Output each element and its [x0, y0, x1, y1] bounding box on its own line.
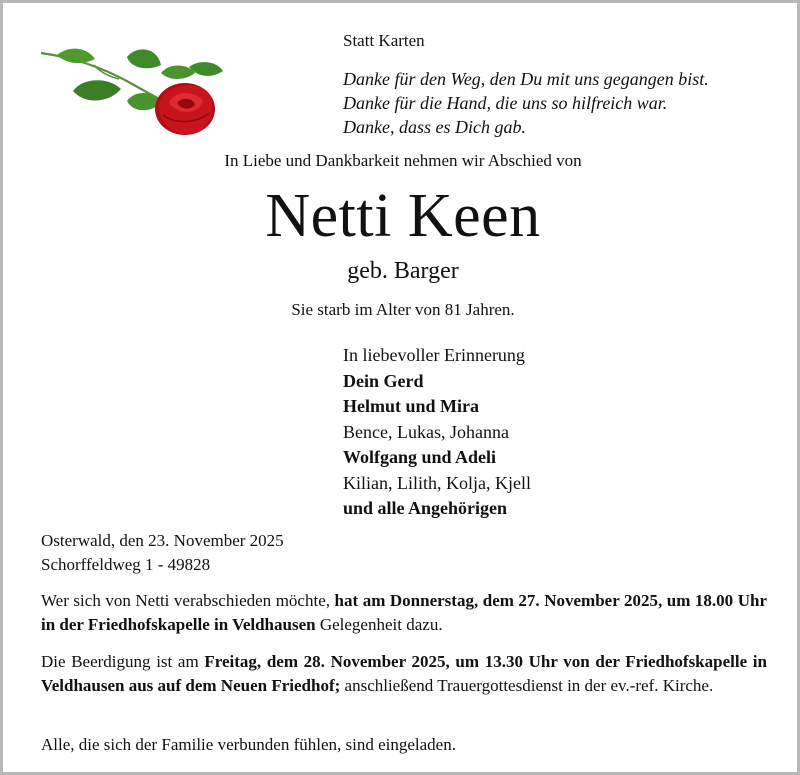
family-line: Dein Gerd: [343, 370, 424, 391]
red-rose-icon: [39, 43, 229, 143]
family-line: und alle Angehörigen: [343, 498, 508, 518]
funeral-text: anschließend Trauergottesdienst in der ev.-ref. Kirche.: [340, 676, 714, 695]
family-line: Bence, Lukas, Johanna: [343, 421, 509, 442]
family-line: Wolfgang und Adeli: [343, 447, 497, 467]
funeral-paragraph: [41, 650, 767, 698]
deceased-name: Netti Keen: [265, 182, 541, 250]
birth-name: geb. Barger: [347, 258, 459, 284]
family-line: Helmut und Mira: [343, 396, 480, 416]
farewell-text: Gelegenheit dazu.: [315, 615, 443, 634]
family-list: [343, 343, 531, 522]
farewell-paragraph: [41, 589, 767, 637]
farewell-bold: hat am Donnerstag, dem 27. November 2025, um 18.00 Uhr in der Friedhofskapelle in Veldhausen: [41, 591, 768, 634]
closing-line: Alle, die sich der Familie verbunden fühlen, sind eingeladen.: [41, 735, 456, 754]
place-date: Osterwald, den 23. November 2025: [41, 531, 284, 550]
poem-line: Danke, dass es Dich gab.: [343, 117, 526, 137]
address: Schorffeldweg 1 - 49828: [41, 555, 211, 574]
place-block: [41, 529, 284, 577]
farewell-text: Wer sich von Netti verabschieden möchte,: [41, 591, 335, 610]
poem-line: Danke für die Hand, die uns so hilfreich war.: [343, 93, 668, 113]
poem-line: Danke für den Weg, den Du mit uns gegangen bist.: [343, 69, 709, 89]
funeral-bold: Freitag, dem 28. November 2025, um 13.30 Uhr von der Friedhofskapelle in Veldhausen aus auf dem Neuen Friedhof;: [41, 652, 767, 695]
statt-karten: Statt Karten: [343, 31, 425, 50]
funeral-text: Die Beerdigung ist am: [41, 652, 205, 671]
intro-line: In Liebe und Dankbarkeit nehmen wir Abschied von: [224, 151, 582, 170]
family-line: In liebevoller Erinnerung: [343, 345, 525, 365]
age-line: Sie starb im Alter von 81 Jahren.: [291, 300, 515, 319]
family-line: Kilian, Lilith, Kolja, Kjell: [343, 472, 531, 493]
poem: [343, 67, 709, 139]
